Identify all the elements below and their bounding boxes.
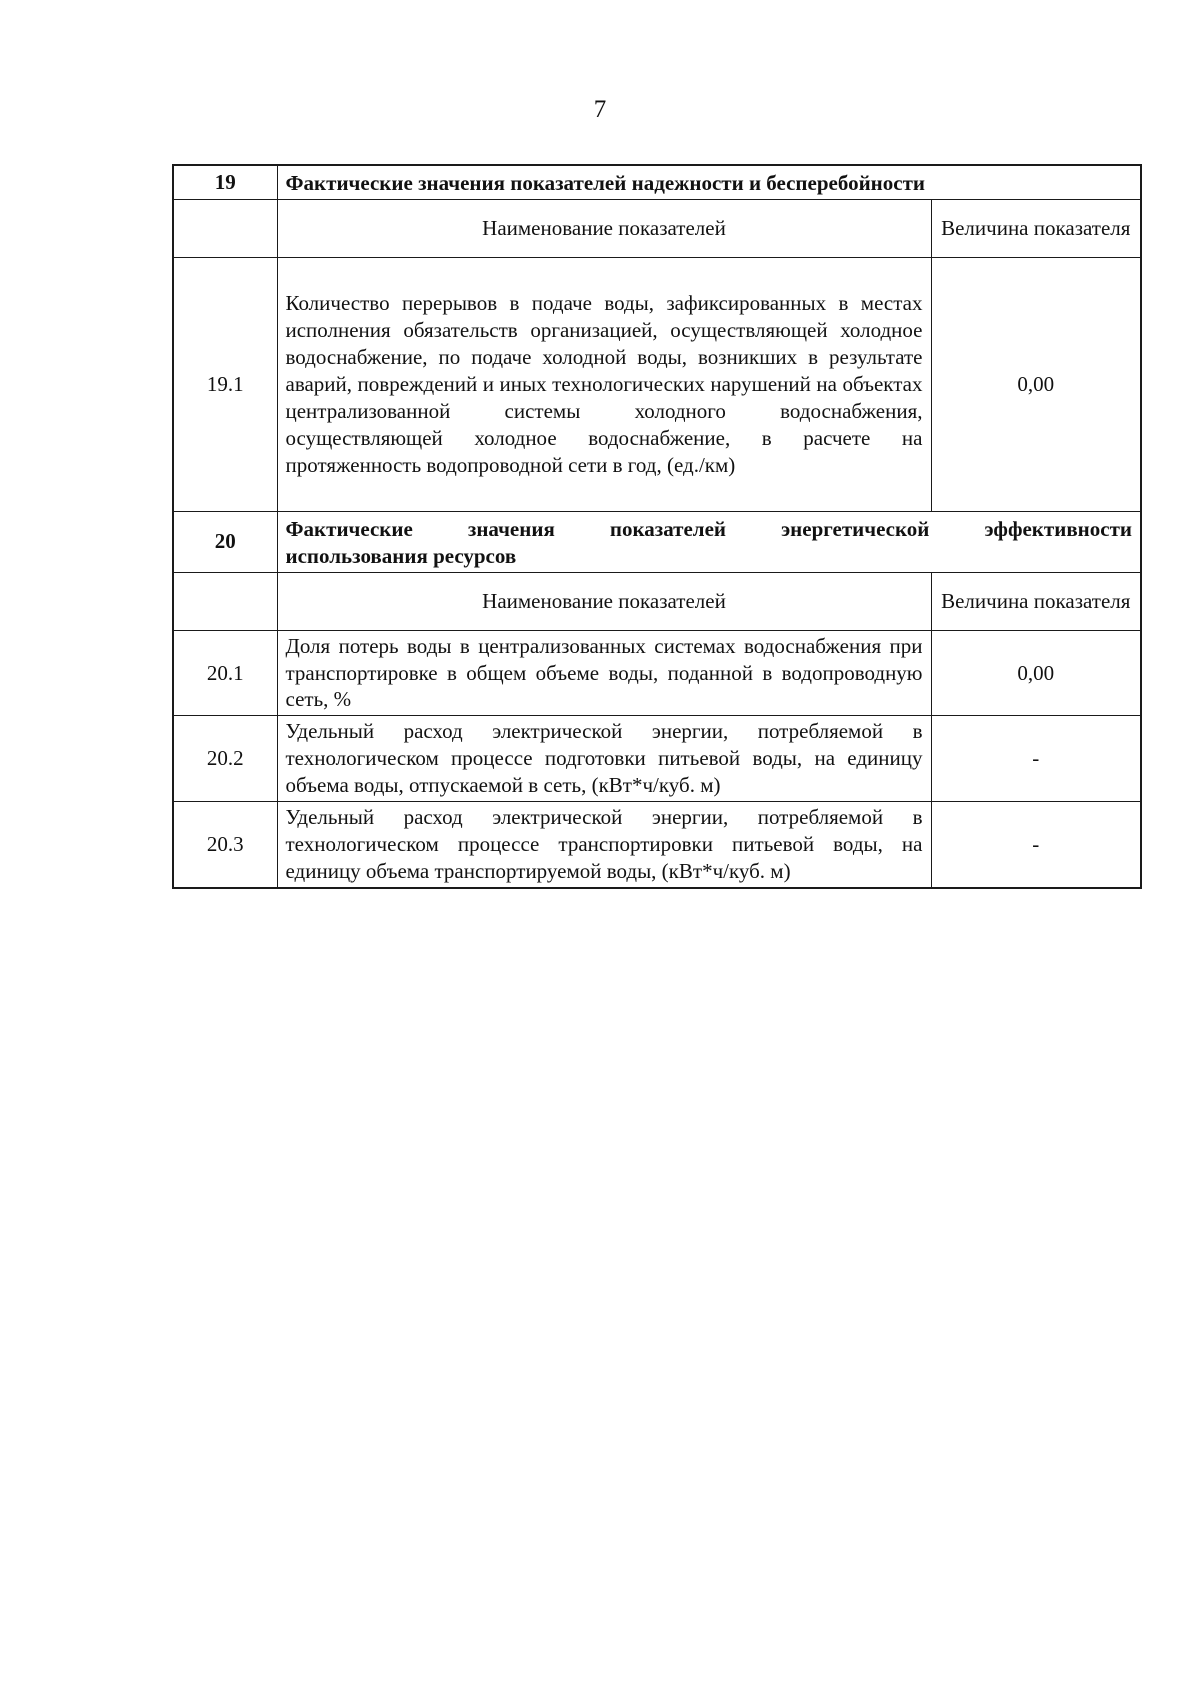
table-row	[173, 630, 1141, 716]
row-description: Количество перерывов в подаче воды, зафиксированных в местах исполнения обязательств организацией, осуществляющей холодное водоснабжение, по подаче холодной воды, возникших в результате аварий, повреждений и иных технологических нарушений на объектах централизованной системы холодного водоснабжения, осуществляющей холодное водоснабжение, в расчете на протяженность водопроводной сети в год, (ед./км)	[277, 257, 931, 511]
section-19-header-row	[173, 165, 1141, 199]
empty-cell	[173, 199, 277, 257]
table-row	[173, 716, 1141, 802]
row-description: Удельный расход электрической энергии, потребляемой в технологическом процессе транспортировки питьевой воды, на единицу объема транспортируемой воды, (кВт*ч/куб. м)	[277, 802, 931, 888]
section-title: Фактические значения показателей надежности и бесперебойности	[277, 165, 1141, 199]
section-title	[277, 511, 1141, 572]
section-20-column-header-row	[173, 572, 1141, 630]
section-19-column-header-row	[173, 199, 1141, 257]
table-row	[173, 257, 1141, 511]
column-header-value: Величина показателя	[931, 572, 1141, 630]
row-description: Удельный расход электрической энергии, потребляемой в технологическом процессе подготовки питьевой воды, на единицу объема воды, отпускаемой в сеть, (кВт*ч/куб. м)	[277, 716, 931, 802]
page-number: 7	[593, 96, 607, 123]
empty-cell	[173, 572, 277, 630]
row-number: 19.1	[173, 257, 277, 511]
row-value: -	[931, 716, 1141, 802]
column-header-name: Наименование показателей	[277, 572, 931, 630]
column-header-name: Наименование показателей	[277, 199, 931, 257]
row-value: -	[931, 802, 1141, 888]
row-value: 0,00	[931, 630, 1141, 716]
section-title-line-2: использования ресурсов	[285, 543, 517, 568]
section-20-header-row	[173, 511, 1141, 572]
indicators-table	[172, 164, 1142, 889]
row-number: 20.3	[173, 802, 277, 888]
section-number: 19	[173, 165, 277, 199]
table-row	[173, 802, 1141, 888]
row-number: 20.1	[173, 630, 277, 716]
row-value: 0,00	[931, 257, 1141, 511]
column-header-value: Величина показателя	[931, 199, 1141, 257]
row-description: Доля потерь воды в централизованных системах водоснабжения при транспортировке в общем объеме воды, поданной в водопроводную сеть, %	[277, 630, 931, 716]
section-title-line-1: Фактические значения показателей энергетической эффективности	[285, 516, 1133, 541]
row-number: 20.2	[173, 716, 277, 802]
section-number: 20	[173, 511, 277, 572]
